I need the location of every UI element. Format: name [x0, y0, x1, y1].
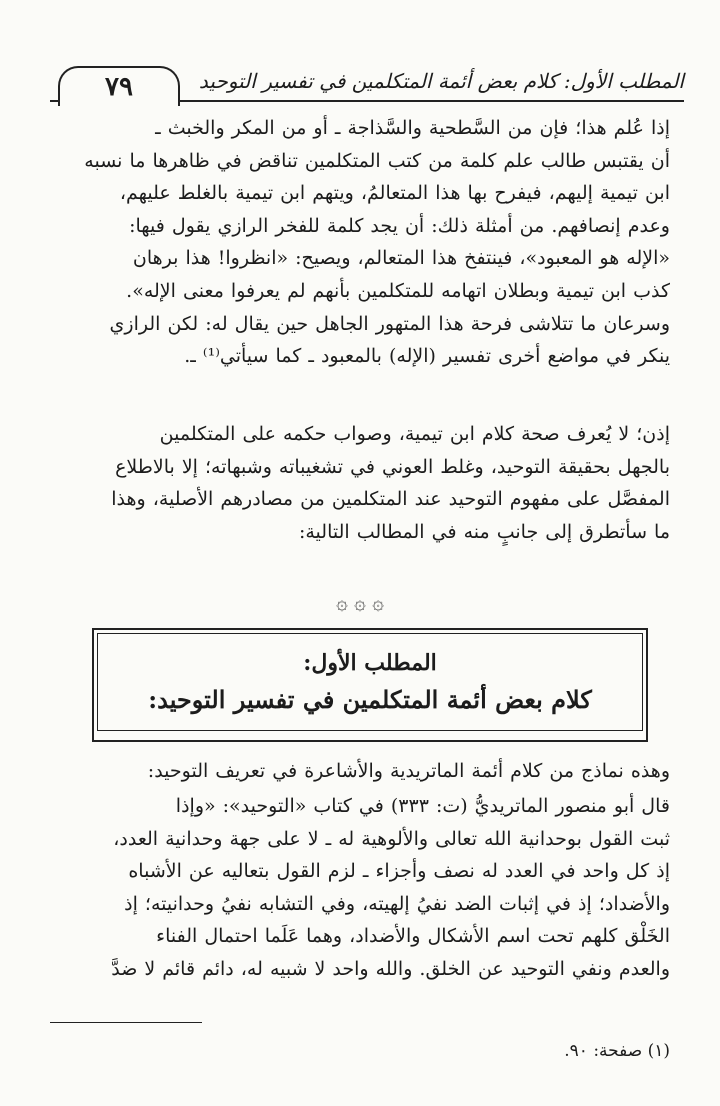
text-line: وهذه نماذج من كلام أئمة الماتريدية والأشاعرة في تعريف التوحيد: [147, 760, 670, 782]
text-line: إذن؛ لا يُعرف صحة كلام ابن تيمية، وصواب حكمه على المتكلمين [159, 423, 670, 445]
text-line: إذا عُلم هذا؛ فإن من السَّطحية والسَّذاجة ـ أو من المكر والخبث ـ [155, 117, 670, 139]
section-label: المطلب الأول: [303, 650, 437, 676]
text-line: والأضداد؛ إذ في إثبات الضد نفيُ إلهيته، وفي التشابه نفيُ وحدانيته؛ إذ [124, 892, 670, 915]
text-line: وسرعان ما تتلاشى فرحة هذا المتهور الجاهل حين يقال له: لكن الرازي [109, 312, 670, 335]
text-line: إذ كل واحد في العدد له نصف وأجزاء ـ لزم القول بتعاليه عن الأشباه [128, 860, 670, 883]
running-title: المطلب الأول: كلام بعض أئمة المتكلمين في تفسير التوحيد [198, 69, 684, 93]
text-line: ينكر في مواضع أخرى تفسير (الإله) بالمعبود ـ كما سيأتي⁽¹⁾ ـ. [184, 345, 670, 368]
paragraph-3 [50, 755, 670, 788]
running-header [50, 62, 684, 106]
text-line: المفصَّل على مفهوم التوحيد عند المتكلمين من مصادرهم الأصلية، وهذا [111, 488, 670, 511]
text-line: بالجهل بحقيقة التوحيد، وغلط العوني في تشغيباته وشبهاته؛ إلا بالاطلاع [115, 455, 670, 478]
text-line: الخَلْق كلهم تحت اسم الأشكال والأضداد، وهما عَلَما احتمال الفناء [156, 925, 670, 948]
section-ornament: ۞ ۞ ۞ [336, 590, 384, 614]
paragraph-2 [50, 418, 670, 548]
text-line: كذب ابن تيمية وبطلان اتهامه للمتكلمين بأنهم لم يعرفوا معنى الإله». [126, 279, 670, 302]
section-heading-box [92, 628, 648, 742]
text-line: وعدم إنصافهم. من أمثلة ذلك: أن يجد كلمة للفخر الرازي يقول فيها: [129, 214, 670, 237]
section-title: كلام بعض أئمة المتكلمين في تفسير التوحيد: [148, 685, 592, 714]
text-line: ثبت القول بوحدانية الله تعالى والألوهية له ـ لا على جهة وحدانية العدد، [113, 827, 670, 850]
text-line: «الإله هو المعبود»، فينتفخ هذا المتعالم، ويصيح: «انظروا! هذا برهان [132, 247, 670, 270]
text-line: أن يقتبس طالب علم كلمة من كتب المتكلمين تناقض في ظاهرها ما نسبه [84, 149, 670, 172]
text-line: والعدم ونفي التوحيد عن الخلق. والله واحد لا شبيه له، دائم قائم لا ضدَّ [111, 957, 670, 980]
text-line: ما سأتطرق إلى جانبٍ منه في المطالب التالية: [298, 520, 670, 543]
paragraph-4 [50, 790, 670, 986]
text-line: قال أبو منصور الماتريديُّ (ت: ٣٣٣) في كتاب «التوحيد»: «وإذا [175, 795, 670, 817]
paragraph-1 [50, 112, 670, 373]
section-heading-inner [97, 633, 643, 731]
footnote-rule [50, 1022, 202, 1023]
text-line: ابن تيمية إليهم، فيفرح بها هذا المتعالمُ، ويتهم ابن تيمية بالغلط عليهم، [119, 182, 670, 205]
footnote: (١) صفحة: ٩٠. [564, 1041, 670, 1061]
page-number: ٧٩ [58, 66, 180, 106]
